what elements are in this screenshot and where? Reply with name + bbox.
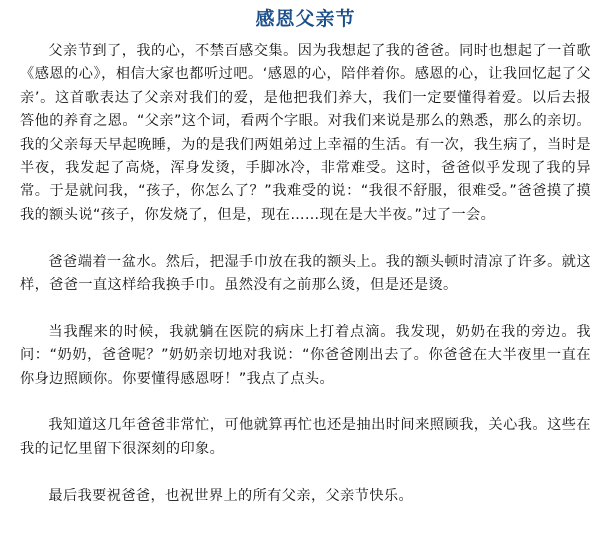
paragraph-4: 我知道这几年爸爸非常忙，可他就算再忙也还是抽出时间来照顾我，关心我。这些在我的记忆里留下很深刻的印象。 <box>20 417 591 457</box>
paragraph-1: 父亲节到了，我的心，不禁百感交集。因为我想起了我的爸爸。同时也想起了一首歌《感恩的心》，相信大家也都听过吧。‘感恩的心，陪伴着你。感恩的心，让我回忆起了父亲’。这首歌表达了父亲对我们的爱，是他把我们养大，我们一定要懂得着爱。以后去报答他的养育之恩。“父亲”这个词，看两个字眼。对我们来说是那么的熟悉，那么的亲切。我的父亲每天早起晚睡，为的是我们两姐弟过上幸福的生活。有一次，我生病了，当时是半夜，我发起了高烧，浑身发烫，手脚冰冷，非常难受。这时，爸爸似乎发现了我的异常。于是就问我，“孩子，你怎么了？”我难受的说：“我很不舒服，很难受。”爸爸摸了摸我的额头说“孩子，你发烧了，但是，现在……现在是大半夜。”过了一会。 <box>20 43 591 223</box>
paragraph-2: 爸爸端着一盆水。然后，把湿手巾放在我的额头上。我的额头顿时清凉了许多。就这样，爸爸一直这样给我换手巾。虽然没有之前那么烫，但是还是烫。 <box>20 253 591 294</box>
document-title: 感恩父亲节 <box>255 8 356 30</box>
paragraph-3: 当我醒来的时候，我就躺在医院的病床上打着点滴。我发现，奶奶在我的旁边。我问：“奶奶，爸爸呢？”奶奶亲切地对我说：“你爸爸刚出去了。你爸爸在大半夜里一直在你身边照顾你。你要懂得感恩呀！”我点了点头。 <box>20 323 591 387</box>
paragraph-5: 最后我要祝爸爸，也祝世界上的所有父亲，父亲节快乐。 <box>48 487 414 504</box>
